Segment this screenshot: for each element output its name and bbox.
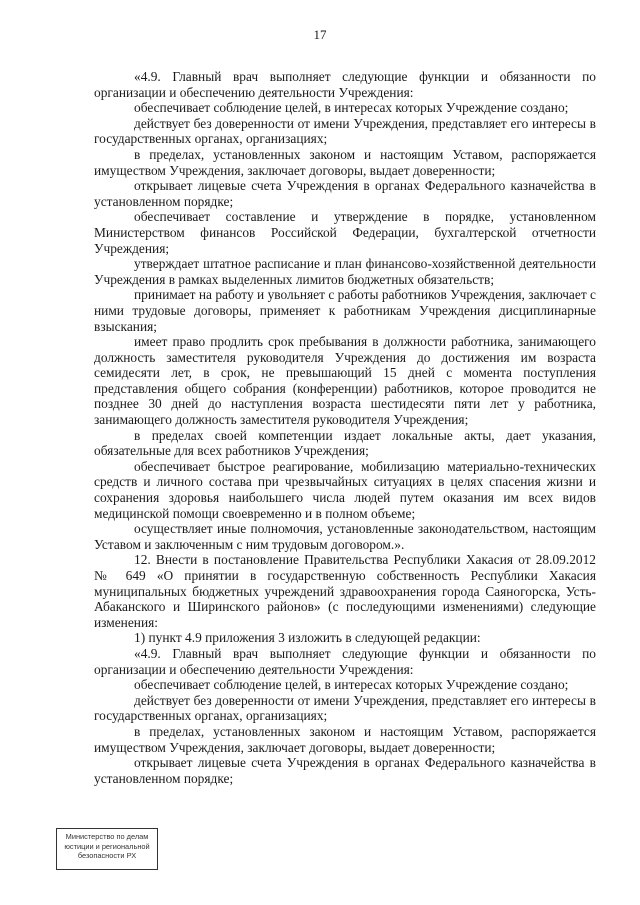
paragraph-staffing: утверждает штатное расписание и план финансово-хозяйственной деятельности Учреждения в рамках выделенных лимитов бюджетных обязательств; [94, 256, 596, 287]
stamp-line: безопасности РХ [77, 851, 137, 861]
paragraph-item-1: 1) пункт 4.9 приложения 3 изложить в следующей редакции: [134, 630, 481, 646]
paragraph-4-9-intro: «4.9. Главный врач выполняет следующие функции и обязанности по организации и обеспечению деятельности Учреждения: [94, 69, 596, 100]
paragraph-extension: имеет право продлить срок пребывания в должности работника, занимающего должность заместителя руководителя Учреждения до достижения им возраста семидесяти лет, в срок, не превышающий 15 дней с момента поступления представления общего собрания (конференции) работников, которое проводится не позднее 30 дней до наступления возраста шестидесяти пяти лет у работника, занимающего должность заместителя руководителя Учреждения; [94, 334, 596, 428]
document-body [94, 69, 596, 786]
paragraph-local-acts: в пределах своей компетенции издает локальные акты, дает указания, обязательные для всех работников Учреждения; [94, 427, 596, 459]
paragraph-4-9-intro-repeat: «4.9. Главный врач выполняет следующие функции и обязанности по организации и обеспечению деятельности Учреждения: [94, 645, 596, 677]
stamp-line: юстиции и региональной [64, 841, 150, 851]
stamp-line: Министерство по делам [65, 832, 149, 841]
paragraph-representation: действует без доверенности от имени Учреждения, представляет его интересы в государственных органах, организациях; [94, 115, 596, 147]
paragraph-section-12: 12. Внести в постановление Правительства Республики Хакасия от 28.09.2012 № 649 «О принятии в государственную собственность Республики Хакасия муниципальных бюджетных учреждений здравоохранения города Саяногорска, Усть-Абаканского и Ширинского районов» (с последующими изменениями) следующие изменения: [94, 552, 596, 630]
paragraph-property: в пределах, установленных законом и настоящим Уставом, распоряжается имуществом Учреждения, заключает договоры, выдает доверенности; [94, 146, 596, 178]
paragraph-accounts: открывает лицевые счета Учреждения в органах Федерального казначейства в установленном порядке; [94, 178, 596, 209]
paragraph-hiring: принимает на работу и увольняет с работы работников Учреждения, заключает с ними трудовые договоры, применяет к работникам Учреждения дисциплинарные взыскания; [94, 287, 596, 334]
paragraph-goals-repeat: обеспечивает соблюдение целей, в интересах которых Учреждение создано; [134, 677, 569, 693]
paragraph-goals: обеспечивает соблюдение целей, в интересах которых Учреждение создано; [134, 100, 569, 116]
paragraph-property-repeat: в пределах, установленных законом и настоящим Уставом, распоряжается имуществом Учреждения, заключает договоры, выдает доверенности; [94, 723, 596, 755]
paragraph-other-powers: осуществляет иные полномочия, установленные законодательством, настоящим Уставом и заключенным с ним трудовым договором.». [94, 521, 596, 552]
paragraph-representation-repeat: действует без доверенности от имени Учреждения, представляет его интересы в государственных органах, организациях; [94, 692, 596, 724]
paragraph-reporting: обеспечивает составление и утверждение в порядке, установленном Министерством финансов Российской Федерации, бухгалтерской отчетности Учреждения; [94, 209, 596, 256]
paragraph-emergency: обеспечивает быстрое реагирование, мобилизацию материально-технических средств и личного состава при чрезвычайных ситуациях в целях спасения жизни и сохранения здоровья наибольшего числа людей путем оказания им всех видов медицинской помощи своевременно и в полном объеме; [94, 458, 596, 521]
paragraph-accounts-repeat: открывает лицевые счета Учреждения в органах Федерального казначейства в установленном порядке; [94, 755, 596, 786]
page-number: 17 [313, 27, 327, 42]
registration-stamp [56, 828, 158, 870]
